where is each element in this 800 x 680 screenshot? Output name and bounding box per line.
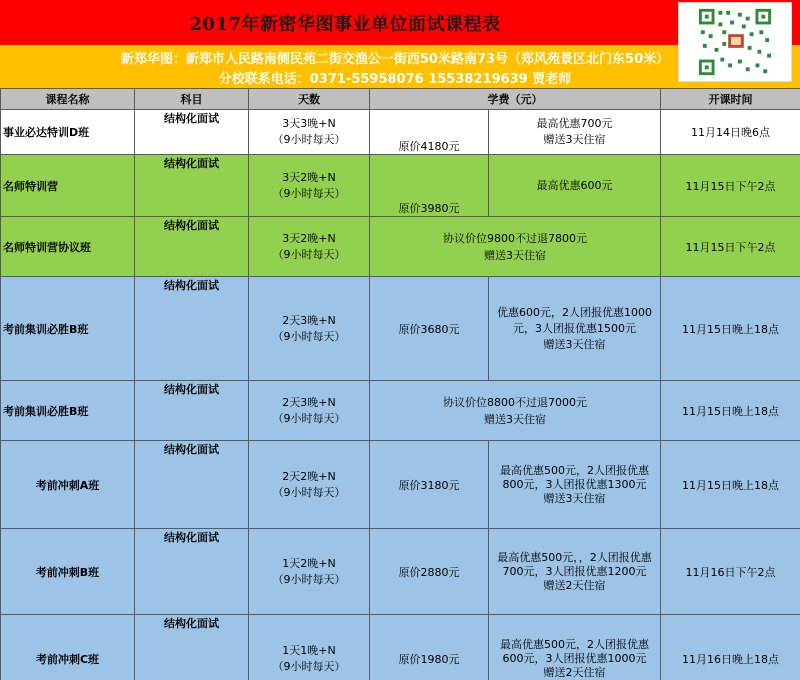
days-note: （9小时每天） bbox=[272, 659, 346, 673]
qr-code-image bbox=[678, 2, 792, 82]
days-note: （9小时每天） bbox=[272, 329, 346, 343]
course-days bbox=[249, 277, 370, 381]
original-price: 原价3980元 bbox=[370, 155, 489, 217]
table-row bbox=[1, 381, 800, 441]
discount-line: 优惠600元，2人团报优惠1000 bbox=[497, 305, 652, 319]
days-main: 2天3晚+N bbox=[282, 395, 336, 409]
course-subject: 结构化面试 bbox=[135, 615, 249, 680]
contact-line: 分校联系电话：0371-55958076 15538219639 贾老师 bbox=[218, 72, 572, 87]
course-name: 名师特训营 bbox=[1, 155, 135, 217]
start-time: 11月14日晚6点 bbox=[661, 110, 800, 155]
course-days bbox=[249, 155, 370, 217]
course-name: 考前集训必胜B班 bbox=[1, 381, 135, 441]
original-price: 原价3180元 bbox=[370, 441, 489, 529]
discount-line: 800元，3人团报优惠1300元 bbox=[502, 477, 647, 491]
course-subject: 结构化面试 bbox=[135, 217, 249, 277]
course-days bbox=[249, 110, 370, 155]
discount-info bbox=[489, 529, 661, 615]
discount-line: 600元，3人团报优惠1000元 bbox=[502, 651, 647, 665]
course-subject: 结构化面试 bbox=[135, 110, 249, 155]
header-course-name: 课程名称 bbox=[1, 89, 135, 110]
page-title: 2017年新密华图事业单位面试课程表 bbox=[189, 13, 501, 35]
days-main: 3天2晚+N bbox=[282, 170, 336, 184]
agreement-line: 赠送3天住宿 bbox=[484, 248, 546, 262]
start-time: 11月15日下午2点 bbox=[661, 217, 800, 277]
table-row bbox=[1, 615, 800, 680]
table-row bbox=[1, 217, 800, 277]
discount-info bbox=[489, 441, 661, 529]
days-note: （9小时每天） bbox=[272, 485, 346, 499]
discount-info bbox=[489, 155, 661, 217]
course-name: 考前冲刺C班 bbox=[1, 615, 135, 680]
days-main: 3天3晚+N bbox=[282, 117, 336, 130]
discount-line: 赠送3天住宿 bbox=[543, 133, 606, 146]
discount-line: 元，3人团报优惠1500元 bbox=[513, 321, 636, 335]
agreement-line: 协议价位9800不过退7800元 bbox=[443, 231, 587, 245]
course-subject: 结构化面试 bbox=[135, 441, 249, 529]
agreement-price bbox=[370, 217, 661, 277]
discount-info bbox=[489, 110, 661, 155]
agreement-price bbox=[370, 381, 661, 441]
course-days bbox=[249, 529, 370, 615]
discount-line: 最高优惠500元，2人团报优惠 bbox=[500, 463, 649, 477]
course-days bbox=[249, 217, 370, 277]
table-header-row bbox=[1, 89, 800, 110]
course-subject: 结构化面试 bbox=[135, 277, 249, 381]
table-row bbox=[1, 441, 800, 529]
course-subject: 结构化面试 bbox=[135, 529, 249, 615]
discount-line: 赠送2天住宿 bbox=[543, 578, 606, 592]
address-line: 新郑华图：新郑市人民路南侧民苑二街交渔公一街西50米路南73号（郑风苑景区北门东50米） bbox=[120, 52, 670, 67]
discount-line: 最高优惠600元 bbox=[536, 178, 613, 192]
original-price: 原价1980元 bbox=[370, 615, 489, 680]
discount-line: 700元，3人团报优惠1200元 bbox=[502, 564, 647, 578]
course-name: 名师特训营协议班 bbox=[1, 217, 135, 277]
days-main: 1天1晚+N bbox=[282, 643, 336, 657]
discount-line: 最高优惠500元，，2人团报优惠 bbox=[497, 550, 652, 564]
course-subject: 结构化面试 bbox=[135, 381, 249, 441]
table-row bbox=[1, 277, 800, 381]
days-main: 1天2晚+N bbox=[282, 556, 336, 570]
discount-line: 赠送2天住宿 bbox=[543, 665, 606, 679]
original-price: 原价3680元 bbox=[370, 277, 489, 381]
header-days: 天数 bbox=[249, 89, 370, 110]
course-days bbox=[249, 381, 370, 441]
discount-line: 最高优惠500元，2人团报优惠 bbox=[500, 637, 649, 651]
agreement-line: 协议价位8800不过退7000元 bbox=[443, 395, 587, 409]
table-row bbox=[1, 155, 800, 217]
start-time: 11月16日下午2点 bbox=[661, 529, 800, 615]
original-price: 原价2880元 bbox=[370, 529, 489, 615]
course-days bbox=[249, 615, 370, 680]
days-note: （9小时每天） bbox=[272, 411, 346, 425]
days-main: 2天3晚+N bbox=[282, 313, 336, 327]
days-note: （9小时每天） bbox=[272, 133, 346, 146]
days-note: （9小时每天） bbox=[272, 186, 346, 200]
course-name: 考前集训必胜B班 bbox=[1, 277, 135, 381]
course-name: 考前冲刺B班 bbox=[1, 529, 135, 615]
discount-line: 赠送3天住宿 bbox=[543, 337, 606, 351]
start-time: 11月15日晚上18点 bbox=[661, 277, 800, 381]
discount-line: 赠送3天住宿 bbox=[543, 491, 606, 505]
start-time: 11月15日下午2点 bbox=[661, 155, 800, 217]
discount-info bbox=[489, 277, 661, 381]
course-name: 事业必达特训D班 bbox=[1, 110, 135, 155]
course-name: 考前冲刺A班 bbox=[1, 441, 135, 529]
discount-info bbox=[489, 615, 661, 680]
start-time: 11月16日晚上18点 bbox=[661, 615, 800, 680]
header-tuition: 学费（元） bbox=[370, 89, 661, 110]
header-start-time: 开课时间 bbox=[661, 89, 800, 110]
discount-line: 最高优惠700元 bbox=[536, 117, 613, 130]
original-price: 原价4180元 bbox=[370, 110, 489, 155]
table-row bbox=[1, 529, 800, 615]
table-row bbox=[1, 110, 800, 155]
start-time: 11月15日晚上18点 bbox=[661, 441, 800, 529]
agreement-line: 赠送3天住宿 bbox=[484, 412, 546, 426]
header-subject: 科目 bbox=[135, 89, 249, 110]
days-note: （9小时每天） bbox=[272, 572, 346, 586]
course-subject: 结构化面试 bbox=[135, 155, 249, 217]
start-time: 11月15日晚上18点 bbox=[661, 381, 800, 441]
days-main: 3天2晚+N bbox=[282, 231, 336, 245]
course-schedule-table bbox=[0, 88, 800, 680]
days-note: （9小时每天） bbox=[272, 247, 346, 261]
course-days bbox=[249, 441, 370, 529]
days-main: 2天2晚+N bbox=[282, 469, 336, 483]
qr-code-icon bbox=[679, 3, 791, 81]
